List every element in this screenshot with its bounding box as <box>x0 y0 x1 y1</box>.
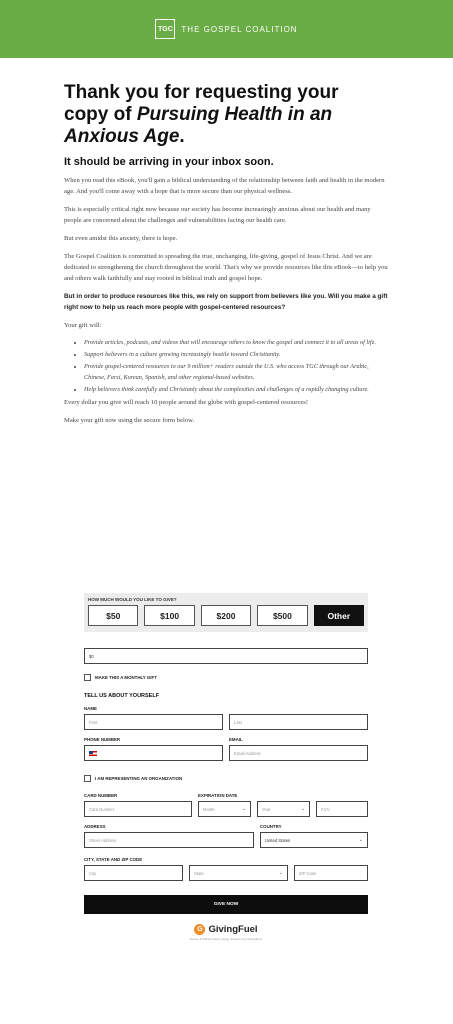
organization-checkbox[interactable] <box>84 775 91 782</box>
email-label: EMAIL <box>229 737 243 742</box>
monthly-gift-label: MAKE THIS A MONTHLY GIFT <box>95 675 157 680</box>
email-field[interactable]: Email Address <box>229 745 368 761</box>
cvv-field[interactable]: CVV <box>316 801 368 817</box>
give-now-button[interactable]: GIVE NOW <box>84 895 368 914</box>
country-select[interactable] <box>260 832 368 848</box>
month-value: Month <box>203 806 215 812</box>
country-value: United States <box>265 837 291 843</box>
street-address-field[interactable]: Street Address <box>84 832 254 848</box>
city-field[interactable]: City <box>84 865 183 881</box>
year-value: Year <box>262 806 271 812</box>
name-label: NAME <box>84 706 97 711</box>
gift-intro: Your gift will: <box>64 322 102 329</box>
reach-text: Every dollar you give will reach 10 people around the globe with gospel-centered resources! <box>64 399 309 406</box>
us-flag-icon[interactable] <box>89 751 97 756</box>
tgc-logo-text: THE GOSPEL COALITION <box>181 24 298 34</box>
amount-200-button[interactable]: $200 <box>201 605 251 626</box>
list-item: • Help believers think carefully and Christianly about the complexities and challenges of a rapidly changing culture. <box>84 384 388 395</box>
title-prefix: Thank you for requesting your copy of <box>64 82 339 125</box>
list-item: • Provide gospel-centered resources to our 9 million+ readers outside the U.S. who access TGC through our Arabic, Chinese, Farsi, Korean, Spanish, and other regional-based websites. <box>84 361 388 383</box>
expiration-month-select[interactable] <box>198 801 251 817</box>
givingfuel-tagline: Secure 2,048-bit online giving. Powered by GivingFuel. <box>189 937 263 941</box>
tgc-logo[interactable] <box>155 19 297 39</box>
city-state-zip-label: CITY, STATE AND ZIP CODE <box>84 857 143 862</box>
organization-label: I AM REPRESENTING AN ORGANIZATION <box>95 776 183 781</box>
thank-you-content <box>64 82 388 426</box>
page-title <box>64 82 388 148</box>
title-suffix: . <box>179 126 185 147</box>
first-name-field[interactable]: First <box>84 714 223 730</box>
amount-input[interactable]: $0 <box>84 648 368 664</box>
state-select[interactable] <box>189 865 288 881</box>
phone-label: PHONE NUMBER <box>84 737 121 742</box>
contact-labels-row <box>84 730 368 745</box>
book-title: Pursuing Health in an Anxious Age <box>64 104 333 147</box>
state-value: State <box>194 870 204 876</box>
card-row <box>84 801 368 817</box>
card-number-field[interactable]: Card Number <box>84 801 192 817</box>
monthly-gift-checkbox[interactable] <box>84 674 91 681</box>
paragraph: But even amidst this anxiety, there is hope. <box>64 235 178 242</box>
city-row <box>84 865 368 881</box>
last-name-field[interactable]: Last <box>229 714 368 730</box>
givingfuel-logo[interactable] <box>84 924 368 935</box>
paragraph: The Gospel Coalition is committed to spreading the true, unchanging, life-giving, gospel of Jesus Christ. And we are dedicated to strengthening the church throughout the world. That's why we provide resources like this eBook—to help you and others walk faithfully and stay rooted in biblical truth and gospel hope. <box>64 253 388 282</box>
expiration-label: EXPIRATION DATE <box>198 793 238 798</box>
list-item: • Provide articles, podcasts, and videos that will encourage others to know the gospel and connect it to all areas of life. <box>84 337 388 348</box>
list-item: • Support believers in a culture growing increasingly hostile toward Christianity. <box>84 349 388 360</box>
amount-100-button[interactable]: $100 <box>144 605 194 626</box>
address-row <box>84 832 368 848</box>
contact-row <box>84 745 368 761</box>
amount-panel <box>84 593 368 632</box>
address-label: ADDRESS <box>84 824 106 829</box>
paragraph: This is especially critical right now because our society has become increasingly anxious about our health and many people are concerned about the challenges and vulnerabilities facing our health care. <box>64 206 371 224</box>
card-labels-row <box>84 786 368 801</box>
amount-question: HOW MUCH WOULD YOU LIKE TO GIVE? <box>88 597 177 602</box>
givingfuel-icon: G <box>194 924 205 935</box>
paragraph: When you read this eBook, you'll gain a biblical understanding of the relationship between faith and health in the modern age. And you'll come away with a hope that is more secure than our physical wellness. <box>64 177 385 195</box>
tgc-logo-mark: TGC <box>155 19 175 39</box>
name-row <box>84 714 368 730</box>
zip-field[interactable]: ZIP Code <box>294 865 368 881</box>
amount-other-button[interactable]: Other <box>314 605 364 626</box>
site-header <box>0 0 453 58</box>
appeal-paragraph: But in order to produce resources like this, we rely on support from believers like you. Will you make a gift right now to help us reach more people with gospel-centered resources? <box>64 293 388 311</box>
card-number-label: CARD NUMBER <box>84 793 118 798</box>
page-subtitle: It should be arriving in your inbox soon. <box>64 156 274 168</box>
expiration-year-select[interactable] <box>257 801 310 817</box>
monthly-gift-row <box>84 674 368 681</box>
givingfuel-brand: GivingFuel <box>208 924 258 935</box>
amount-500-button[interactable]: $500 <box>257 605 307 626</box>
donation-form <box>84 593 368 941</box>
phone-field[interactable] <box>84 745 223 761</box>
address-labels-row <box>84 817 368 832</box>
organization-row <box>84 775 368 782</box>
cta-text: Make your gift now using the secure form below. <box>64 417 195 424</box>
about-section-title: TELL US ABOUT YOURSELF <box>84 693 160 699</box>
amount-50-button[interactable]: $50 <box>88 605 138 626</box>
country-label: COUNTRY <box>260 824 282 829</box>
amount-options <box>88 605 364 626</box>
gift-benefits-list <box>64 337 388 395</box>
